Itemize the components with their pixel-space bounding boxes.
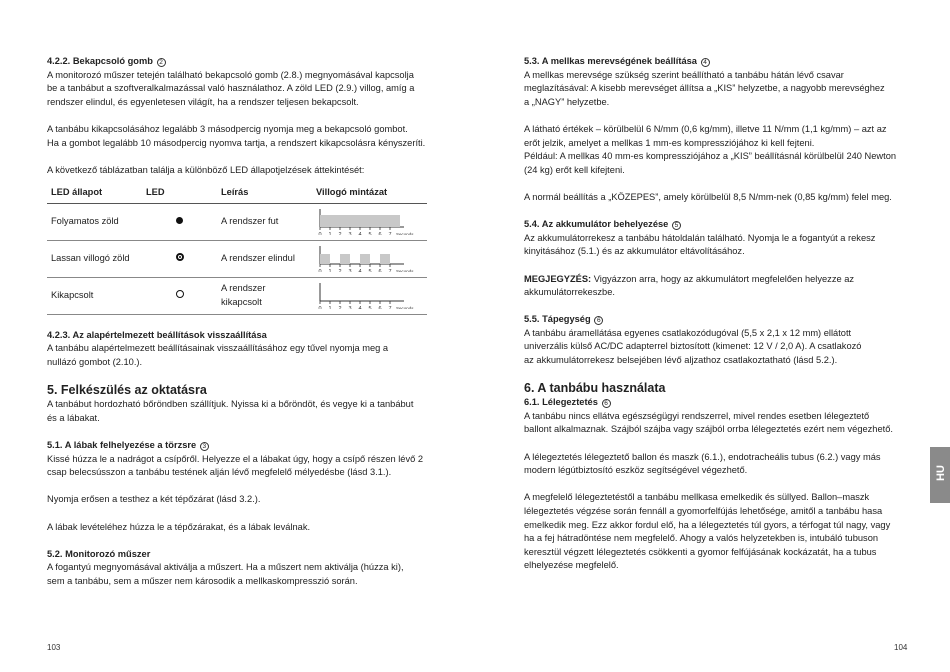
paragraph-stiffness-normal: A normál beállítás a „KÖZEPES”, amely körülbelül 8,5 N/mm-nek (0,85 kg/mm) felel meg.	[524, 191, 892, 202]
tick-label: 6	[378, 305, 382, 309]
paragraph-stiffness: A mellkas merevsége szükség szerint beállítható a tanbábu hátán lévő csavar meglazításával: A kisebb merevséget állítsa a „KIS” helyzetbe, a nagyobb merevséghez a „NAGY” helyzetbe.	[524, 69, 885, 107]
led-description-cell: A rendszer elindul	[217, 240, 312, 277]
paragraph-table-intro: A következő táblázatban találja a különböző LED állapotjelzések áttekintését:	[47, 164, 365, 175]
column-header: Leírás	[217, 183, 312, 203]
tick-label: 2	[338, 268, 342, 272]
tick-label: 2	[338, 305, 342, 309]
led-blinking-icon	[176, 253, 184, 261]
paragraph-velcro: Nyomja erősen a testhez a két tépőzárat (lásd 3.2.).	[47, 494, 261, 505]
blink-pattern-off	[316, 279, 416, 309]
language-tab: HU	[930, 447, 950, 503]
heading-4-2-3: 4.2.3. Az alapértelmezett beállítások visszaállítása	[47, 329, 267, 340]
paragraph-leg-removal: A lábak levételéhez húzza le a tépőzárakat, és a lábak leválnak.	[47, 521, 311, 532]
left-column	[47, 55, 429, 602]
paragraph-power-off: A tanbábu kikapcsolásához legalább 3 másodpercig nyomja meg a bekapcsoló gombot. Ha a gombot legalább 10 másodpercig nyomva tartja, a rendszert kikapcsolásra kényszeríti.	[47, 123, 426, 148]
paragraph-power-supply: A tanbábu áramellátása egyenes csatlakozódugóval (5,5 x 2,1 x 12 mm) ellátott univerzális külső AC/DC adapterrel biztosított (kimenet: 12 V / 2,0 A). A csatlakozó az akkumulátorrekesz belsejében lévő aljzathoz csatlakoztatható (lásd 5.2.).	[524, 327, 862, 366]
heading-5-2: 5.2. Monitorozó műszer	[47, 548, 151, 559]
led-state-cell: Lassan villogó zöld	[47, 240, 142, 277]
blink-pattern-slow	[316, 242, 416, 272]
pattern-on-bar	[320, 215, 400, 227]
tick-label: 1	[328, 231, 332, 235]
blink-pattern-solid	[316, 205, 416, 235]
tick-label: 5	[368, 305, 372, 309]
paragraph-monitor: A fogantyú megnyomásával aktiválja a műszert. Ha a műszert nem aktiválja (húzza ki), sem a tanbábu, sem a műszer nem károsodik a mellkaskompresszió során.	[47, 562, 404, 586]
paragraph-power-button: A monitorozó műszer tetején található bekapcsoló gomb (2.8.) megnyomásával kapcsolja be a tanbábut a szoftveralkalmazással való használathoz. A zöld LED (2.9.) villog, amíg a rendszer elindul, és egyenletesen világít, ha a rendszer teljesen bekapcsolt.	[47, 69, 415, 107]
tick-label: 4	[358, 268, 362, 272]
page-number: 104	[894, 643, 908, 652]
heading-5-3: 5.3. A mellkas merevségének beállítása 4	[524, 55, 909, 69]
heading-5-4: 5.4. Az akkumulátor behelyezése 5	[524, 218, 909, 232]
paragraph-stiffness-values: A látható értékek – körülbelül 6 N/mm (0,6 kg/mm), illetve 11 N/mm (1,1 kg/mm) – azt az erőt jelzik, amelyet a mellkas 1 mm-es kompressziójához ki kell fejteni. Például: A mellkas 40 mm-es kompressziójához a „KIS” beállításnál körülbelül 240 Newton (24 kg) erőt kell kifejteni.	[524, 123, 897, 175]
paragraph-battery: Az akkumulátorrekesz a tanbábu hátoldalán található. Nyomja le a fogantyút a rekesz kinyitásához (5.1.) és az akkumulátor eltávolításához.	[524, 232, 876, 257]
figure-ref-badge: 2	[157, 58, 166, 67]
page-number: 103	[47, 643, 61, 652]
tick-label: 4	[358, 231, 362, 235]
paragraph-battery-note: MEGJEGYZÉS: Vigyázzon arra, hogy az akkumulátort megfelelően helyezze az akkumulátorrekeszbe.	[524, 273, 855, 298]
led-description-cell: A rendszer fut	[217, 203, 312, 240]
column-header: LED állapot	[47, 183, 142, 203]
tick-label: 1	[328, 305, 332, 309]
pattern-on-bar	[320, 254, 330, 264]
led-solid-icon	[176, 217, 183, 224]
tick-label: 5	[368, 231, 372, 235]
tick-label: 3	[348, 231, 352, 235]
tick-label: 3	[348, 268, 352, 272]
paragraph-legs: Kissé húzza le a nadrágot a csípőről. Helyezze el a lábakat úgy, hogy a csípő részen lévő 2 csap belecsússzon a tanbábu testének alján lévő megfelelő mélyedésbe (lásd 3.1.).	[47, 453, 424, 478]
tick-label: 0	[318, 305, 322, 309]
table-row	[47, 240, 427, 277]
led-status-table	[47, 183, 427, 315]
right-column	[524, 55, 909, 587]
figure-ref-badge: 5	[672, 221, 681, 230]
figure-ref-badge: 3	[200, 442, 209, 451]
tick-label: 6	[378, 231, 382, 235]
table-row	[47, 203, 427, 240]
paragraph-preparation: A tanbábut hordozható bőröndben szállítjuk. Nyissa ki a bőröndöt, és vegye ki a tanbábut és a lábakat.	[47, 399, 414, 423]
figure-ref-badge: 4	[701, 58, 710, 67]
tick-label: 7	[388, 305, 392, 309]
table-header-row	[47, 183, 427, 203]
heading-5: 5. Felkészülés az oktatásra	[47, 383, 207, 398]
tick-label: 6	[378, 268, 382, 272]
column-header: LED	[142, 183, 217, 203]
figure-ref-badge: 6	[602, 399, 611, 408]
led-state-cell: Kikapcsolt	[47, 277, 142, 314]
unit-label: Seconds	[396, 231, 414, 235]
pattern-on-bar	[340, 254, 350, 264]
tick-label: 5	[368, 268, 372, 272]
paragraph-reset: A tanbábu alapértelmezett beállításainak visszaállításához egy tűvel nyomja meg a nullázó gombot (2.10.).	[47, 343, 389, 368]
led-off-icon	[176, 290, 184, 298]
figure-ref-badge: 6	[594, 316, 603, 325]
tick-label: 0	[318, 268, 322, 272]
tick-label: 7	[388, 268, 392, 272]
tick-label: 0	[318, 231, 322, 235]
unit-label: Seconds	[396, 268, 414, 272]
table-row	[47, 277, 427, 314]
led-description-cell: A rendszer kikapcsolt	[217, 277, 312, 314]
note-label: MEGJEGYZÉS:	[524, 273, 592, 284]
tick-label: 3	[348, 305, 352, 309]
paragraph-ventilation: A tanbábu nincs ellátva egészségügyi rendszerrel, mivel rendes esetben lélegeztető ballont alkalmaznak. Szájból szájba vagy szájból orrba lélegeztetés ezért nem végezhető.	[524, 410, 893, 435]
led-state-cell: Folyamatos zöld	[47, 203, 142, 240]
tick-label: 7	[388, 231, 392, 235]
heading-4-2-2: 4.2.2. Bekapcsoló gomb 2	[47, 55, 429, 69]
heading-5-5: 5.5. Tápegység 6	[524, 313, 909, 327]
tick-label: 4	[358, 305, 362, 309]
heading-6-1: 6.1. Lélegeztetés 6	[524, 396, 909, 410]
right-page	[475, 0, 950, 672]
paragraph-ventilation-devices: A lélegeztetés lélegeztető ballon és maszk (6.1.), endotracheális tubus (6.2.) vagy más modern légútbiztosító eszköz segítségével végezhető.	[524, 451, 881, 476]
tick-label: 1	[328, 268, 332, 272]
unit-label: Seconds	[396, 305, 414, 309]
heading-6: 6. A tanbábu használata	[524, 381, 666, 396]
heading-5-1: 5.1. A lábak felhelyezése a törzsre 3	[47, 439, 429, 453]
pattern-on-bar	[380, 254, 390, 264]
tick-label: 2	[338, 231, 342, 235]
pattern-on-bar	[360, 254, 370, 264]
column-header: Villogó mintázat	[312, 183, 427, 203]
paragraph-ventilation-details: A megfelelő lélegeztetéstől a tanbábu mellkasa emelkedik és süllyed. Ballon–maszk lélegeztetés végzése során fennáll a gyomorfelfújás lehetősége, amitől a tanbábu hasa emelkedik meg. Ezz akkor fordul elő, ha a lélegeztetés túl gyors, a térfogat túl nagy, vagy ha a fej hátradöntése nem megfelelő. Ahogy a valós helyzetekben is, intubáló tubuson keresztül végzett lélegeztetés csökkenti a gyomor felfújásának kockázatát, ha a tubus elhelyezése megfelelő.	[524, 492, 891, 571]
